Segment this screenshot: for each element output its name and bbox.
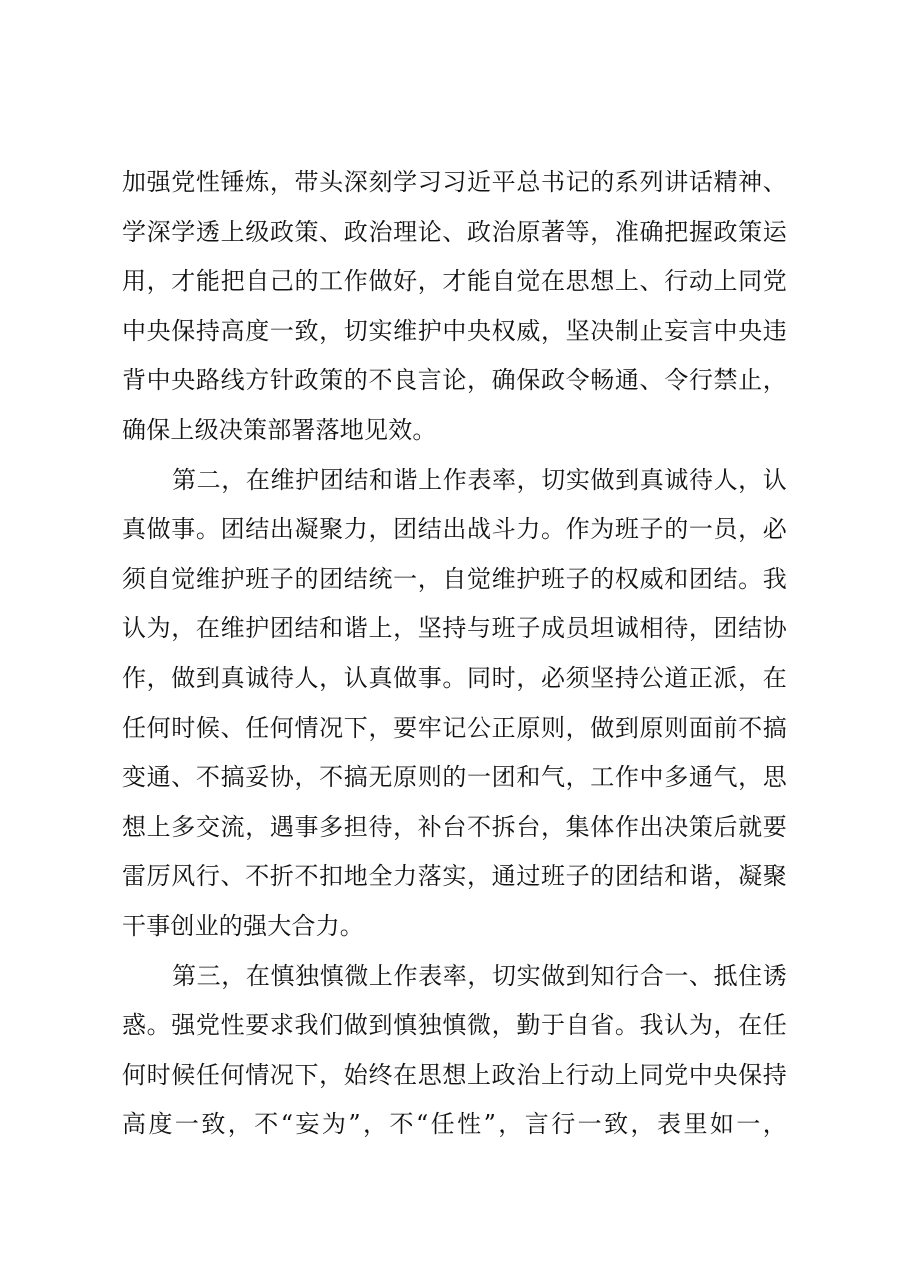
text-line: 变通、不搞妥协，不搞无原则的一团和气，工作中多通气，思	[122, 763, 787, 792]
text-line: 认为，在维护团结和谐上，坚持与班子成员坦诚相待，团结协	[122, 614, 787, 643]
text-line: 背中央路线方针政策的不良言论，确保政令畅通、令行禁止，	[122, 366, 787, 395]
text-line: 干事创业的强大合力。	[122, 911, 364, 940]
text-line: 真做事。团结出凝聚力，团结出战斗力。作为班子的一员，必	[122, 515, 787, 544]
paragraph-2	[122, 456, 787, 952]
text-line: 用，才能把自己的工作做好，才能自觉在思想上、行动上同党	[122, 267, 787, 296]
text-line: 惑。强党性要求我们做到慎独慎微，勤于自省。我认为，在任	[122, 1011, 787, 1040]
text-line: 第三，在慎独慎微上作表率，切实做到知行合一、抵住诱	[172, 961, 787, 990]
text-line: 须自觉维护班子的团结统一，自觉维护班子的权威和团结。我	[122, 564, 787, 593]
text-line: 中央保持高度一致，切实维护中央权威，坚决制止妄言中央违	[122, 316, 787, 345]
text-line: 加强党性锤炼，带头深刻学习习近平总书记的系列讲话精神、	[122, 168, 787, 196]
text-line: 雷厉风行、不折不扣地全力落实，通过班子的团结和谐，凝聚	[122, 862, 787, 891]
text-line: 高度一致，不“妄为”，不“任性”，言行一致，表里如一，	[122, 1110, 787, 1139]
text-line: 确保上级决策部署落地见效。	[122, 415, 437, 444]
text-line: 学深学透上级政策、政治理论、政治原著等，准确把握政策运	[122, 217, 787, 246]
document-body	[122, 158, 787, 1150]
text-line: 作，做到真诚待人，认真做事。同时，必须坚持公道正派，在	[122, 663, 787, 692]
paragraph-3	[122, 952, 787, 1150]
text-line: 任何时候、任何情况下，要牢记公正原则，做到原则面前不搞	[122, 713, 787, 742]
paragraph-1	[122, 158, 787, 456]
text-line: 想上多交流，遇事多担待，补台不拆台，集体作出决策后就要	[122, 812, 787, 841]
text-line: 何时候任何情况下，始终在思想上政治上行动上同党中央保持	[122, 1060, 787, 1089]
text-line: 第二，在维护团结和谐上作表率，切实做到真诚待人，认	[172, 465, 787, 494]
